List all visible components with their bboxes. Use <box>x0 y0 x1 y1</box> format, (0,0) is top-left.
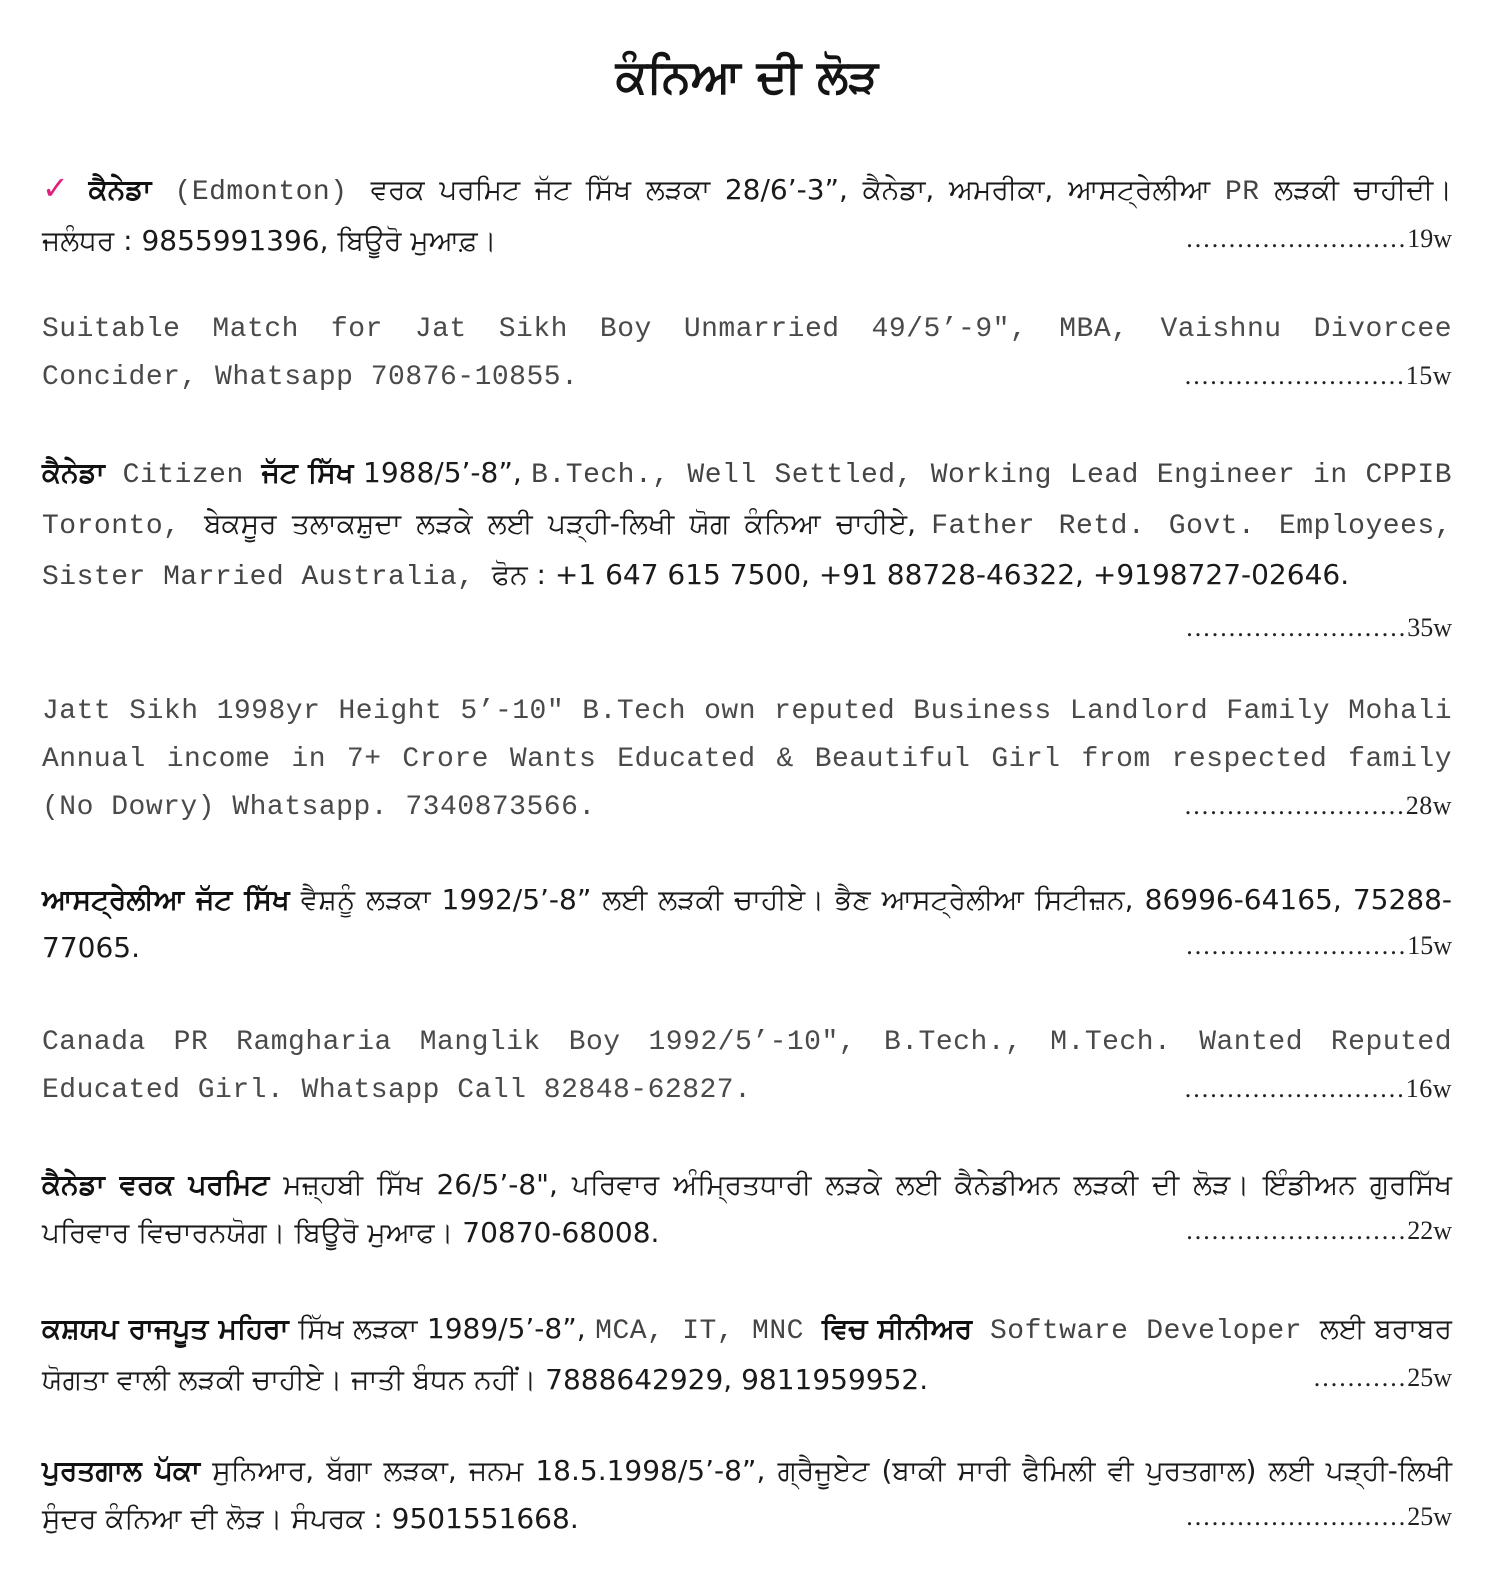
ad-item <box>42 1305 1452 1396</box>
ad-item <box>42 306 1452 394</box>
ad-code: ..........................28w <box>1184 791 1452 820</box>
ad-text: Canada PR Ramgharia Manglik Boy 1992/5’-10", B.Tech., M.Tech. Wanted Reputed Educated Girl. Whatsapp Call 82848-62827. <box>42 1027 1452 1106</box>
ad-text: B.Tech., Well Settled, Working Lead Engineer in CPPIB Toronto, <box>42 460 1452 542</box>
ad-code: ..........................15w <box>1184 361 1452 390</box>
ad-text: ਵੈਸ਼ਨੂੰ ਲੜਕਾ 1992/5’-8” ਲਈ ਲੜਕੀ ਚਾਹੀਏ। ਭੈਣ ਆਸਟ੍ਰੇਲੀਆ ਸਿਟੀਜ਼ਨ, 86996-64165, 75288-77065. <box>42 883 1452 964</box>
ad-text: Suitable Match for Jat Sikh Boy Unmarried 49/5’-9", MBA, Vaishnu Divorcee Concider, Whatsapp 70876-10855. <box>42 314 1452 393</box>
ad-text: 1988/5’-8”, <box>353 456 532 489</box>
ad-text: (Edmonton) <box>151 177 371 208</box>
ad-text: ਲਈ ਬਰਾਬਰ ਯੋਗਤਾ ਵਾਲੀ ਲੜਕੀ ਚਾਹੀਏ। ਜਾਤੀ ਬੰਧਨ ਨਹੀਂ। 7888642929, 9811959952. <box>42 1312 1452 1396</box>
ad-code: ..........................22w <box>1186 1216 1452 1245</box>
ad-item <box>42 688 1452 824</box>
ad-highlight: ਕੈਨੇਡਾ <box>88 173 152 206</box>
ad-text: Software Developer <box>972 1316 1320 1347</box>
ad-code: ..........................25w <box>1186 1502 1452 1531</box>
ad-item <box>42 1161 1452 1249</box>
ad-text: ਬੇਕਸੂਰ ਤਲਾਕਸ਼ੁਦਾ ਲੜਕੇ ਲਈ ਪੜ੍ਹੀ-ਲਿਖੀ ਯੋਗ ਕੰਨਿਆ ਚਾਹੀਏ, <box>204 507 932 540</box>
ad-code: ..........................15w <box>1186 931 1452 960</box>
ad-text: ਲੜਕੀ ਚਾਹੀਦੀ। ਜਲੰਧਰ : 9855991396, ਬਿਊਰੋ ਮੁਆਫ਼। <box>42 173 1452 257</box>
ad-text: ਸਿੱਖ ਲੜਕਾ 1989/5’-8”, <box>288 1312 596 1345</box>
ad-text: Father Retd. Govt. Employees, Sister Married Australia, <box>42 511 1452 593</box>
ad-highlight: ਜੱਟ ਸਿੱਖ <box>261 456 354 489</box>
ad-text: ਵਰਕ ਪਰਮਿਟ ਜੱਟ ਸਿੱਖ ਲੜਕਾ 28/6’-3”, ਕੈਨੇਡਾ, ਅਮਰੀਕਾ, ਆਸਟ੍ਰੇਲੀਆ <box>370 173 1225 206</box>
ad-item <box>42 164 1452 257</box>
ad-highlight: ਕੈਨੇਡਾ <box>42 456 105 489</box>
ad-highlight: ਕੈਨੇਡਾ ਵਰਕ ਪਰਮਿਟ <box>42 1168 270 1201</box>
ad-item <box>42 876 1452 964</box>
ad-code: ..........................16w <box>1184 1074 1452 1103</box>
ad-code: ..........................35w <box>1186 613 1452 642</box>
ad-highlight: ਪੁਰਤਗਾਲ ਪੱਕਾ <box>42 1454 200 1487</box>
ad-text: ਸੁਨਿਆਰ, ਬੱਗਾ ਲੜਕਾ, ਜਨਮ 18.5.1998/5’-8”, ਗ੍ਰੈਜੂਏਟ (ਬਾਕੀ ਸਾਰੀ ਫੈਮਿਲੀ ਵੀ ਪੁਰਤਗਾਲ) ਲਈ ਪੜ੍ਹੀ-ਲਿਖੀ ਸੁੰਦਰ ਕੰਨਿਆ ਦੀ ਲੋੜ। ਸੰਪਰਕ : 9501551668. <box>42 1454 1452 1535</box>
ad-code: ...........25w <box>1313 1363 1452 1392</box>
ad-code: ..........................19w <box>1186 224 1452 253</box>
ad-text: PR <box>1224 177 1260 208</box>
ad-text: MCA, IT, MNC <box>595 1316 822 1347</box>
ad-highlight: ਵਿਚ ਸੀਨੀਅਰ <box>821 1312 973 1345</box>
ad-text: ਮਜ਼੍ਹਬੀ ਸਿੱਖ 26/5’-8", ਪਰਿਵਾਰ ਅੰਮ੍ਰਿਤਧਾਰੀ ਲੜਕੇ ਲਈ ਕੈਨੇਡੀਅਨ ਲੜਕੀ ਦੀ ਲੋੜ। ਇੰਡੀਅਨ ਗੁਰਸਿੱਖ ਪਰਿਵਾਰ ਵਿਚਾਰਨਯੋਗ। ਬਿਊਰੋ ਮੁਆਫ। 70870-68008. <box>42 1168 1452 1249</box>
ad-item <box>42 1447 1452 1535</box>
ad-highlight: ਕਸ਼ਯਪ ਰਾਜਪੂਤ ਮਹਿਰਾ <box>42 1312 289 1345</box>
ad-text: Citizen <box>104 460 262 491</box>
page-title: ਕੰਨਿਆ ਦੀ ਲੋੜ <box>615 49 879 103</box>
ad-item <box>42 449 1452 646</box>
ad-highlight: ਆਸਟ੍ਰੇਲੀਆ ਜੱਟ ਸਿੱਖ <box>42 883 290 916</box>
ad-text: Jatt Sikh 1998yr Height 5’-10" B.Tech own reputed Business Landlord Family Mohali Annual income in 7+ Crore Wants Educated & Beautiful Girl from respected family (No Dowry) Whatsapp. 7340873566. <box>42 696 1452 823</box>
ad-text: ਫੋਨ : +1 647 615 7500, +91 88728-46322, +9198727-02646. <box>491 558 1350 591</box>
ad-item <box>42 1019 1452 1107</box>
checkmark-icon: ✓ <box>42 169 75 207</box>
